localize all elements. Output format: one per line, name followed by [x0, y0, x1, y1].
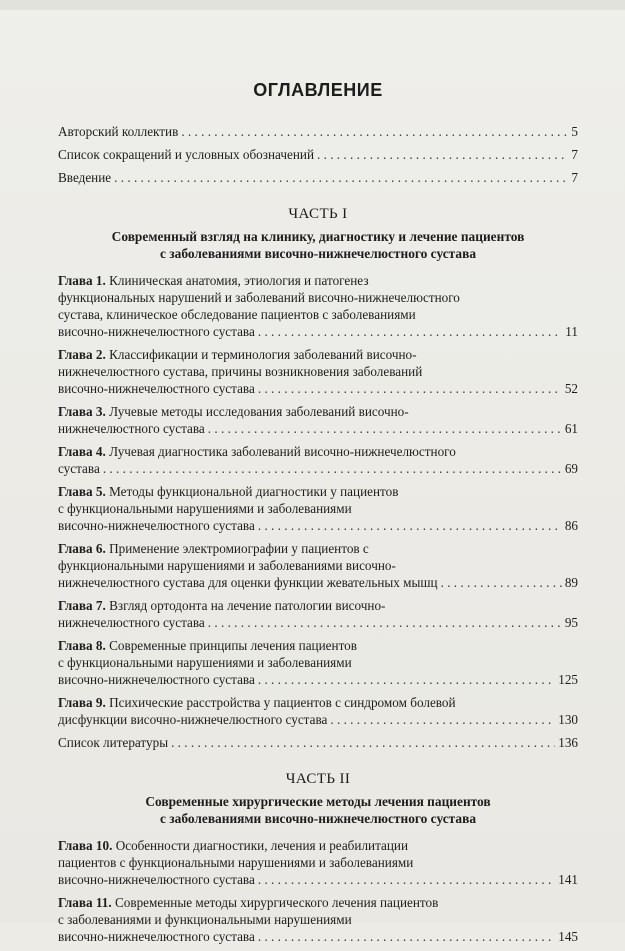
entry-page: 136: [558, 735, 578, 750]
entry-page: 130: [558, 712, 578, 727]
toc-chapter-entry: [58, 483, 578, 534]
entry-page: 69: [564, 461, 578, 476]
chapter-label: Глава 4.: [58, 444, 106, 459]
entry-text: Список сокращений и условных обозначений: [58, 147, 314, 162]
chapter-title-line: [58, 597, 578, 614]
leader-dots: [208, 614, 562, 631]
chapter-title-line: [58, 483, 578, 500]
part-1-subtitle: [58, 228, 578, 262]
chapter-title-line: [58, 346, 578, 363]
leader-dots: [258, 671, 555, 688]
chapter-label: Глава 11.: [58, 895, 112, 910]
leader-dots: [317, 146, 568, 163]
toc-chapter-entry: [58, 894, 578, 945]
chapter-line-text: Классификации и терминология заболеваний височно-: [109, 347, 417, 362]
chapter-title-line: [58, 540, 578, 557]
chapter-label: Глава 10.: [58, 838, 113, 853]
chapter-line-text: Применение электромиографии у пациентов с: [109, 541, 369, 556]
chapter-line-text: Методы функциональной диагностики у пациентов: [109, 484, 399, 499]
chapter-title-line: [58, 272, 578, 289]
page-top-edge: [0, 0, 625, 10]
chapter-line-text: с заболеваниями и функциональными нарушениями: [58, 912, 352, 927]
chapter-title-line: [58, 694, 578, 711]
part-2-subtitle-line-2: с заболеваниями височно-нижнечелюстного сустава: [159, 811, 477, 826]
chapter-label: Глава 1.: [58, 273, 106, 288]
leader-dots: [171, 734, 555, 751]
chapter-line-text: Лучевая диагностика заболеваний височно-нижнечелюстного: [109, 444, 456, 459]
leader-dots: [114, 169, 568, 186]
chapter-line-text: нижнечелюстного сустава: [58, 421, 205, 436]
chapter-line-text: дисфункции височно-нижнечелюстного сустава: [58, 712, 328, 727]
toc-heading: ОГЛАВЛЕНИЕ: [253, 80, 383, 100]
part-2-chapter-list: [58, 837, 578, 945]
chapter-line-text: сустава, клиническое обследование пациентов с заболеваниями: [58, 307, 416, 322]
leader-dots: [103, 460, 562, 477]
entry-page: 7: [571, 170, 578, 185]
entry-text: Введение: [58, 170, 112, 185]
toc-entry-literature: [58, 734, 578, 751]
leader-dots: [258, 871, 555, 888]
toc-chapter-entry: [58, 403, 578, 437]
entry-text: Авторский коллектив: [58, 124, 179, 139]
table-of-contents: [58, 80, 578, 951]
toc-chapter-entry: [58, 272, 578, 340]
chapter-line-text: функциональными нарушениями и заболеваниями височно-: [58, 558, 396, 573]
chapter-title-line: [58, 443, 578, 460]
toc-chapter-entry: [58, 637, 578, 688]
part-1-title: ЧАСТЬ I: [288, 206, 348, 222]
chapter-label: Глава 9.: [58, 695, 106, 710]
chapter-label: Глава 7.: [58, 598, 106, 613]
chapter-label: Глава 5.: [58, 484, 106, 499]
leader-dots: [258, 323, 562, 340]
chapter-label: Глава 3.: [58, 404, 106, 419]
chapter-line-text: Взгляд ортодонта на лечение патологии височно-: [109, 598, 386, 613]
entry-page: 52: [564, 381, 578, 396]
chapter-line-text: с функциональными нарушениями и заболеваниями: [58, 655, 352, 670]
chapter-line-text: Клиническая анатомия, этиология и патогенез: [109, 273, 369, 288]
chapter-line-text: нижнечелюстного сустава для оценки функции жевательных мышц: [58, 575, 438, 590]
part-2-subtitle: [58, 793, 578, 827]
entry-page: 125: [558, 672, 578, 687]
toc-chapter-entry: [58, 597, 578, 631]
chapter-title-line: [58, 500, 578, 517]
entry-page: 95: [564, 615, 578, 630]
chapter-line-text: сустава: [58, 461, 100, 476]
leader-dots: [208, 420, 562, 437]
part-2-subtitle-line-1: Современные хирургические методы лечения пациентов: [145, 794, 491, 809]
toc-chapter-entry: [58, 540, 578, 591]
entry-page: 7: [571, 147, 578, 162]
chapter-title-line: [58, 403, 578, 420]
part-1-chapter-list: [58, 272, 578, 728]
entry-page: 86: [564, 518, 578, 533]
leader-dots: [441, 574, 562, 591]
chapter-label: Глава 2.: [58, 347, 106, 362]
chapter-title-line: [58, 894, 578, 911]
chapter-title-line: [58, 654, 578, 671]
leader-dots: [258, 517, 562, 534]
chapter-line-text: височно-нижнечелюстного сустава: [58, 672, 255, 687]
chapter-title-line: [58, 363, 578, 380]
chapter-line-text: Современные принципы лечения пациентов: [109, 638, 357, 653]
chapter-line-text: нижнечелюстного сустава, причины возникновения заболеваний: [58, 364, 423, 379]
chapter-line-text: височно-нижнечелюстного сустава: [58, 324, 255, 339]
chapter-label: Глава 8.: [58, 638, 106, 653]
toc-chapter-entry: [58, 837, 578, 888]
chapter-title-line: [58, 289, 578, 306]
toc-entry-abbreviations: [58, 146, 578, 163]
toc-chapter-entry: [58, 346, 578, 397]
chapter-line-text: Современные методы хирургического лечения пациентов: [114, 895, 439, 910]
chapter-line-text: Лучевые методы исследования заболеваний височно-: [109, 404, 409, 419]
toc-chapter-entry: [58, 694, 578, 728]
chapter-line-text: височно-нижнечелюстного сустава: [58, 872, 255, 887]
entry-page: 5: [571, 124, 578, 139]
entry-text: Список литературы: [58, 735, 169, 750]
toc-entry-introduction: [58, 169, 578, 186]
chapter-line-text: нижнечелюстного сустава: [58, 615, 205, 630]
part-2-title: ЧАСТЬ II: [285, 771, 351, 787]
chapter-title-line: [58, 854, 578, 871]
leader-dots: [330, 711, 555, 728]
part-1-subtitle-line-2: с заболеваниями височно-нижнечелюстного сустава: [159, 246, 477, 261]
entry-page: 61: [564, 421, 578, 436]
chapter-line-text: с функциональными нарушениями и заболеваниями: [58, 501, 352, 516]
entry-page: 11: [565, 324, 578, 339]
chapter-title-line: [58, 837, 578, 854]
chapter-title-line: [58, 637, 578, 654]
chapter-line-text: пациентов с функциональными нарушениями и заболеваниями: [58, 855, 414, 870]
leader-dots: [258, 380, 562, 397]
chapter-title-line: [58, 911, 578, 928]
chapter-line-text: Особенности диагностики, лечения и реабилитации: [115, 838, 409, 853]
chapter-title-line: [58, 306, 578, 323]
leader-dots: [181, 123, 568, 140]
entry-page: 89: [564, 575, 578, 590]
entry-page: 145: [558, 929, 578, 944]
chapter-line-text: Психические расстройства у пациентов с синдромом болевой: [109, 695, 456, 710]
leader-dots: [258, 928, 555, 945]
toc-entry-authors: [58, 123, 578, 140]
toc-chapter-entry: [58, 443, 578, 477]
chapter-line-text: височно-нижнечелюстного сустава: [58, 518, 255, 533]
chapter-title-line: [58, 557, 578, 574]
chapter-line-text: височно-нижнечелюстного сустава: [58, 929, 255, 944]
chapter-line-text: функциональных нарушений и заболеваний височно-нижнечелюстного: [58, 290, 460, 305]
entry-page: 141: [558, 872, 578, 887]
part-1-subtitle-line-1: Современный взгляд на клинику, диагностику и лечение пациентов: [111, 229, 525, 244]
chapter-line-text: височно-нижнечелюстного сустава: [58, 381, 255, 396]
chapter-label: Глава 6.: [58, 541, 106, 556]
